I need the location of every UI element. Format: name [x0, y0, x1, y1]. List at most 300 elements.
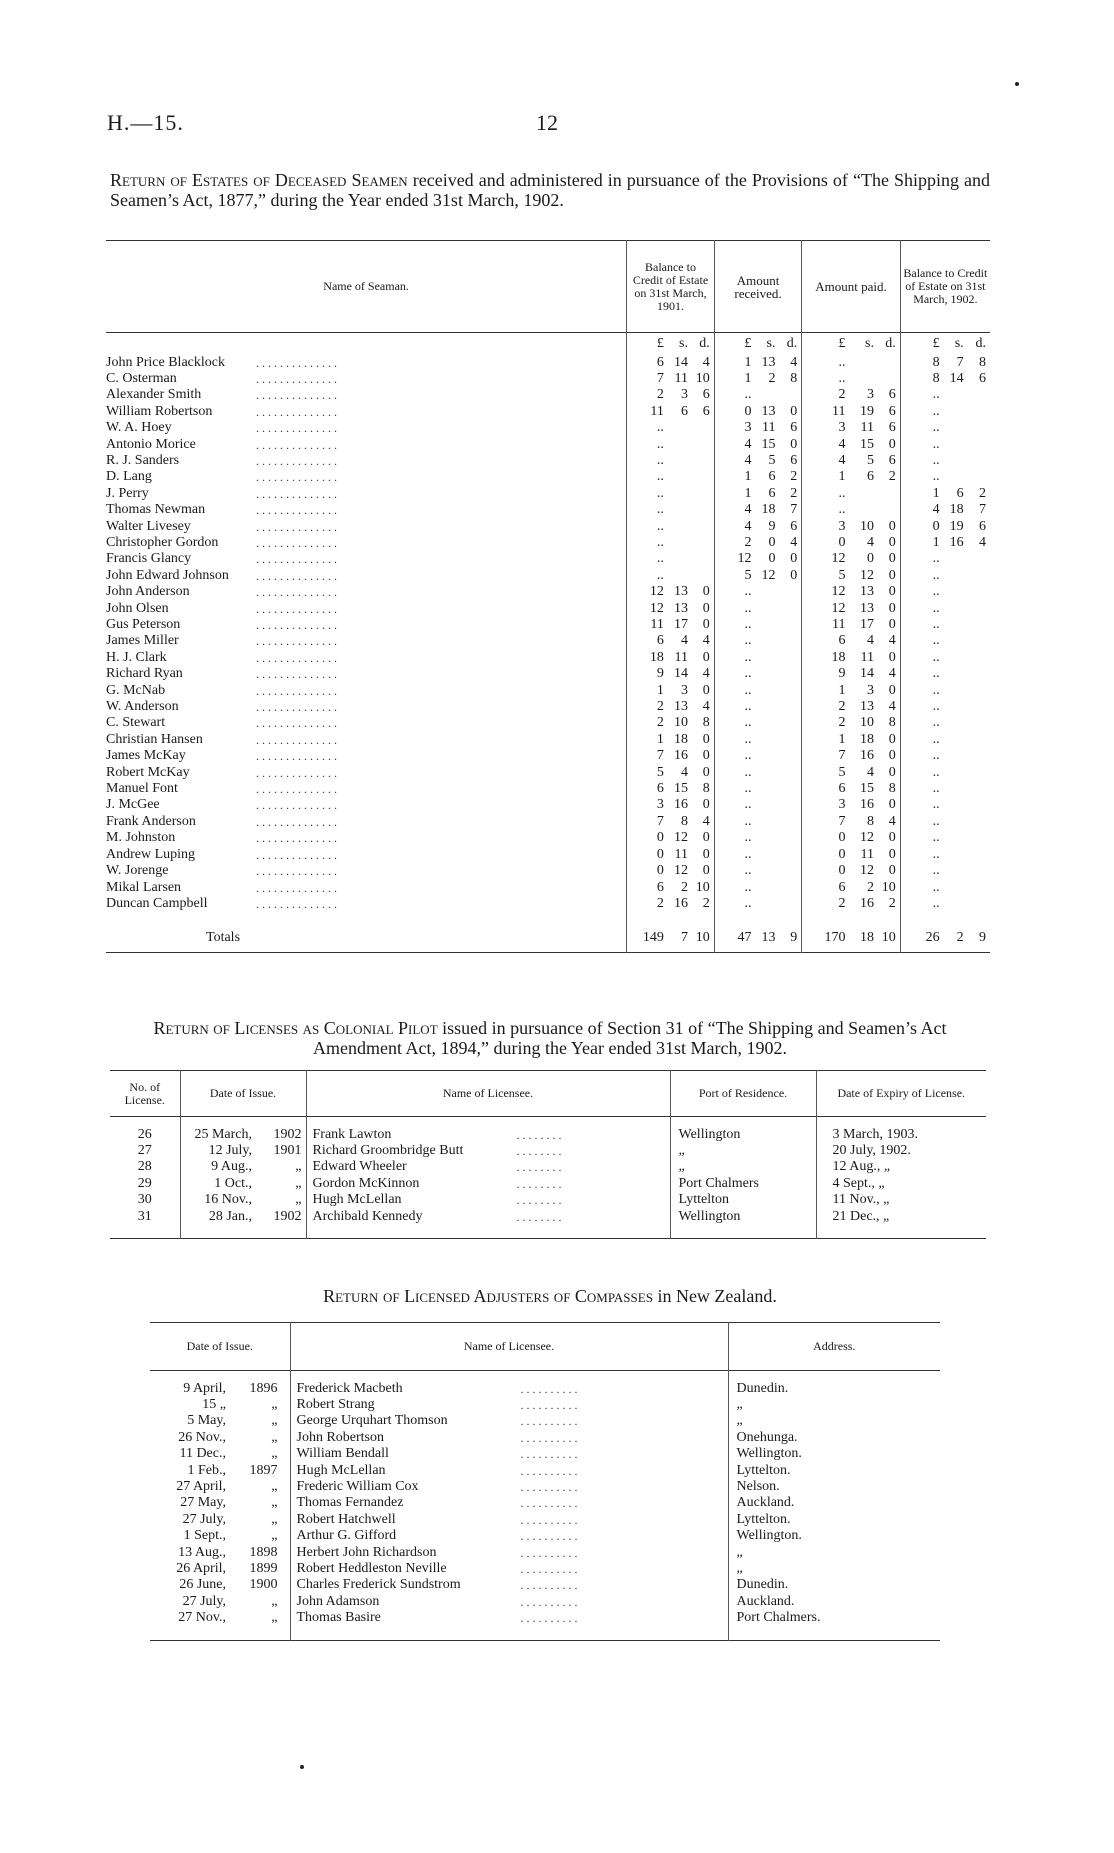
- amount-paid-shillings: 3: [866, 682, 874, 698]
- amount-rec-pence: 2: [790, 485, 798, 501]
- leader-dots: . . . . . . . . . . . . . .: [256, 453, 337, 468]
- amount-rec-pounds: ..: [714, 830, 751, 846]
- amount-b2-shillings: [940, 601, 964, 617]
- amount-b2-shillings: [940, 880, 964, 896]
- leader-dots: . . . . . . . . . . . . . .: [256, 798, 337, 813]
- amount-b1-pounds: 12: [627, 601, 664, 617]
- amount-b1-pounds: 1: [627, 683, 664, 699]
- amount-b2-pounds: ..: [900, 732, 939, 748]
- amount-b2-pounds: ..: [900, 601, 939, 617]
- issue-date: 12 July,: [180, 1143, 256, 1159]
- spacer-cell: [256, 1225, 306, 1239]
- amount-b2-pounds: ..: [900, 880, 939, 896]
- adjuster-row: [150, 1577, 940, 1593]
- seaman-name-cell: [106, 732, 627, 748]
- amount-b1-pence: 6: [702, 403, 710, 419]
- amount-b2-shillings: [940, 633, 964, 649]
- seaman-row: [106, 404, 990, 420]
- licensee-name-cell: [290, 1594, 728, 1610]
- col-address: Address.: [728, 1323, 940, 1371]
- seaman-name: J. McGee: [106, 797, 160, 813]
- amount-rec-pounds: 4: [714, 453, 751, 469]
- seaman-name-cell: [106, 715, 627, 731]
- amount-b1-shillings: [664, 568, 688, 584]
- licensee-name-cell: [290, 1610, 728, 1626]
- amount-b2-pounds: ..: [900, 863, 939, 879]
- amount-b2-shillings: [940, 847, 964, 863]
- seaman-name-cell: [106, 387, 627, 403]
- amount-b2-shillings: [940, 699, 964, 715]
- leader-dots: . . . . . . . . . .: [520, 1463, 578, 1478]
- amount-paid-pounds: 2: [802, 715, 846, 731]
- amount-rec-shillings: [751, 601, 775, 617]
- amount-b1-pence: 0: [702, 731, 710, 747]
- amount-b2-pence: [964, 781, 990, 797]
- license-no: 26: [137, 1126, 152, 1142]
- amount-b2-shillings: [940, 387, 964, 403]
- amount-rec-pence: [776, 633, 802, 649]
- licensee-name-cell: [290, 1430, 728, 1446]
- adjuster-row: [150, 1463, 940, 1479]
- port-of-residence: Port Chalmers: [670, 1176, 816, 1192]
- amount-b1-pounds: ..: [627, 568, 664, 584]
- seaman-name: W. A. Hoey: [106, 420, 172, 436]
- licensee-name: Charles Frederick Sundstrom: [296, 1577, 461, 1593]
- amount-b2-shillings: [940, 797, 964, 813]
- amount-b1-shillings: 11: [674, 649, 688, 665]
- amount-rec-pounds: ..: [714, 650, 751, 666]
- amount-rec-pence: [776, 387, 802, 403]
- address: Dunedin.: [728, 1381, 940, 1397]
- leader-dots: . . . . . . . . . .: [520, 1381, 578, 1396]
- amount-rec-pounds: 3: [714, 420, 751, 436]
- leader-dots: . . . . . . . . . . . . . .: [256, 683, 337, 698]
- amount-b2-pounds: ..: [900, 420, 939, 436]
- seaman-row: [106, 748, 990, 764]
- seaman-name: John Olsen: [106, 600, 169, 616]
- amount-rec-shillings: [751, 814, 775, 830]
- print-speck: [1015, 82, 1019, 86]
- total-rec: 13: [761, 929, 776, 945]
- amount-rec-shillings: [751, 699, 775, 715]
- spacer-cell: [670, 1117, 816, 1127]
- amount-b2-pounds: ..: [900, 666, 939, 682]
- licensee-name: Robert Hatchwell: [296, 1511, 396, 1527]
- seaman-name-cell: [106, 371, 627, 387]
- amount-paid-pence: 4: [888, 633, 896, 649]
- amount-paid-shillings: 16: [859, 797, 874, 813]
- licensee-name-cell: [290, 1577, 728, 1593]
- amount-b1-pence: 4: [702, 699, 710, 715]
- amount-b2-shillings: [940, 650, 964, 666]
- issue-date: 25 March,: [180, 1127, 256, 1143]
- seaman-name-cell: [106, 486, 627, 502]
- seaman-name-cell: [106, 797, 627, 813]
- amount-b1-pounds: 5: [627, 765, 664, 781]
- amount-rec-shillings: [751, 617, 775, 633]
- amount-paid-pence: 2: [888, 469, 896, 485]
- amount-paid-pounds: 1: [802, 732, 846, 748]
- total-b1: 7: [680, 929, 688, 945]
- seaman-name-cell: [106, 650, 627, 666]
- amount-paid-pence: 6: [888, 420, 896, 436]
- leader-dots: . . . . . . . . . . . . . .: [256, 486, 337, 501]
- print-speck: [300, 1765, 304, 1769]
- lsd-pence: d.: [699, 335, 710, 351]
- amount-b1-pence: [688, 453, 714, 469]
- amount-b2-pence: [964, 633, 990, 649]
- amount-paid-shillings: [846, 486, 874, 502]
- col-amount-paid: Amount paid.: [802, 241, 900, 333]
- licensee-name: Edward Wheeler: [312, 1159, 407, 1175]
- amount-rec-pounds: 1: [714, 355, 751, 371]
- address: Nelson.: [728, 1479, 940, 1495]
- amount-rec-pence: [776, 847, 802, 863]
- amount-b2-shillings: [940, 453, 964, 469]
- licensee-name-cell: [290, 1545, 728, 1561]
- amount-b1-shillings: 6: [680, 403, 688, 419]
- leader-dots: . . . . . . . . . . . . . .: [256, 404, 337, 419]
- address: Port Chalmers.: [728, 1610, 940, 1626]
- issue-date: 9 Aug.,: [180, 1159, 256, 1175]
- leader-dots: . . . . . . . . . .: [520, 1545, 578, 1560]
- spacer-row: [106, 912, 990, 924]
- seaman-row: [106, 732, 990, 748]
- amount-rec-pence: 6: [790, 452, 798, 468]
- totals-label: Totals: [206, 929, 241, 945]
- licensee-name: Frederic William Cox: [296, 1478, 419, 1494]
- amount-b2-shillings: 6: [956, 485, 964, 501]
- amount-paid-shillings: 4: [866, 633, 874, 649]
- amount-paid-pounds: 3: [802, 519, 846, 535]
- amount-rec-pounds: 1: [714, 486, 751, 502]
- spacer-cell: [230, 1371, 290, 1381]
- amount-b2-pence: [964, 880, 990, 896]
- amount-b1-pence: 0: [702, 830, 710, 846]
- lsd-pounds: £: [900, 333, 939, 355]
- address: Dunedin.: [728, 1577, 940, 1593]
- amount-rec-pounds: ..: [714, 683, 751, 699]
- leader-dots: . . . . . . . . . .: [520, 1430, 578, 1445]
- amount-rec-pounds: 1: [714, 371, 751, 387]
- leader-dots: . . . . . . . . . . . . . .: [256, 782, 337, 797]
- leader-dots: . . . . . . . . . . . . . .: [256, 831, 337, 846]
- seaman-row: [106, 797, 990, 813]
- licensee-name-cell: [306, 1143, 670, 1159]
- amount-b2-shillings: [940, 748, 964, 764]
- amount-rec-pounds: ..: [714, 699, 751, 715]
- amount-paid-pence: 8: [888, 781, 896, 797]
- amount-b2-shillings: [940, 437, 964, 453]
- leader-dots: . . . . . . . . . .: [520, 1578, 578, 1593]
- adjuster-row: [150, 1430, 940, 1446]
- leader-dots: . . . . . . . . . . . . . .: [256, 814, 337, 829]
- licensee-name-cell: [290, 1528, 728, 1544]
- amount-b2-shillings: [940, 584, 964, 600]
- amount-b2-pence: [964, 896, 990, 912]
- spacer-cell: [714, 912, 751, 924]
- amount-rec-pence: [776, 797, 802, 813]
- amount-paid-pence: 0: [888, 617, 896, 632]
- amount-rec-pounds: 4: [714, 502, 751, 518]
- leader-dots: . . . . . . . . . .: [520, 1414, 578, 1429]
- amount-rec-pounds: ..: [714, 601, 751, 617]
- amount-paid-pounds: 2: [802, 896, 846, 912]
- amount-b1-pounds: 0: [627, 830, 664, 846]
- amount-b1-pounds: 0: [627, 863, 664, 879]
- amount-b1-pence: [688, 535, 714, 551]
- seaman-row: [106, 437, 990, 453]
- amount-paid-pounds: 12: [802, 584, 846, 600]
- total-paid: 18: [859, 929, 874, 945]
- issue-date: 27 Nov.,: [178, 1610, 226, 1626]
- amount-b2-shillings: [940, 568, 964, 584]
- spacer-cell: [776, 912, 802, 924]
- amount-b1-pounds: 2: [627, 896, 664, 912]
- seaman-row: [106, 896, 990, 912]
- spacer-cell: [964, 912, 990, 924]
- seaman-row: [106, 535, 990, 551]
- adjuster-row: [150, 1545, 940, 1561]
- address: „: [728, 1397, 940, 1413]
- leader-dots: . . . . . . . .: [516, 1176, 562, 1191]
- issue-year: „: [295, 1192, 302, 1208]
- amount-paid-pounds: 9: [802, 666, 846, 682]
- amount-paid-pounds: 4: [802, 437, 846, 453]
- amount-rec-pence: [776, 830, 802, 846]
- amount-paid-pounds: 5: [802, 765, 846, 781]
- amount-b1-pence: [688, 519, 714, 535]
- issue-date: 27 April,: [176, 1478, 226, 1494]
- amount-rec-pounds: ..: [714, 896, 751, 912]
- licensee-name: Gordon McKinnon: [312, 1175, 420, 1191]
- total-b2: 26: [900, 924, 939, 952]
- amount-b1-shillings: 16: [673, 797, 688, 813]
- amount-rec-pence: [776, 617, 802, 633]
- amount-rec-shillings: [751, 666, 775, 682]
- amount-b2-pounds: 8: [900, 371, 939, 387]
- issue-year: „: [271, 1478, 278, 1494]
- spacer-row: [110, 1117, 986, 1127]
- amount-paid-shillings: 14: [859, 666, 874, 682]
- seaman-name: W. Anderson: [106, 699, 179, 715]
- amount-rec-shillings: [751, 715, 775, 731]
- seaman-row: [106, 420, 990, 436]
- col-port-of-residence: Port of Residence.: [670, 1071, 816, 1117]
- adjuster-row: [150, 1610, 940, 1626]
- spacer-cell: [290, 1627, 728, 1641]
- amount-b1-pounds: 6: [627, 781, 664, 797]
- port-of-residence: Lyttelton: [670, 1192, 816, 1208]
- amount-rec-shillings: 6: [768, 485, 776, 501]
- amount-b1-shillings: [664, 519, 688, 535]
- leader-dots: . . . . . . . . . . . . . .: [256, 864, 337, 879]
- amount-b2-pence: [964, 568, 990, 584]
- seaman-row: [106, 666, 990, 682]
- spacer-cell: [816, 1117, 986, 1127]
- adjuster-row: [150, 1512, 940, 1528]
- lsd-pence: d.: [786, 335, 798, 351]
- leader-dots: . . . . . . . . . . . . . .: [256, 847, 337, 862]
- leader-dots: . . . . . . . . . . . . . .: [256, 437, 337, 452]
- seaman-name-cell: [106, 863, 627, 879]
- amount-b2-shillings: 7: [956, 354, 964, 370]
- total-b2: 9: [979, 929, 986, 945]
- pilot-row: [110, 1176, 986, 1192]
- amount-rec-pounds: 4: [714, 519, 751, 535]
- amount-paid-pence: [874, 502, 900, 518]
- pilot-row: [110, 1127, 986, 1143]
- seaman-name: R. J. Sanders: [106, 452, 180, 468]
- licensee-name: Hugh McLellan: [296, 1462, 386, 1478]
- seaman-name: Richard Ryan: [106, 666, 183, 682]
- amount-b2-pence: [964, 683, 990, 699]
- amount-paid-pence: 0: [888, 830, 896, 846]
- licensee-name-cell: [306, 1209, 670, 1225]
- amount-paid-pounds: ..: [802, 371, 846, 387]
- licensee-name: John Adamson: [296, 1593, 380, 1609]
- page-number: 12: [536, 110, 558, 135]
- amount-b1-pounds: 2: [627, 387, 664, 403]
- leader-dots: . . . . . . . . . . . . . .: [256, 634, 337, 649]
- amount-b1-pence: [688, 568, 714, 584]
- amount-paid-shillings: 0: [866, 551, 874, 567]
- leader-dots: . . . . . . . . . . . . . .: [256, 601, 337, 616]
- amount-b1-shillings: 16: [673, 748, 688, 764]
- amount-paid-pence: 4: [888, 666, 896, 682]
- amount-b1-pounds: 6: [627, 355, 664, 371]
- amount-rec-shillings: 15: [761, 436, 776, 452]
- seaman-name: Christopher Gordon: [106, 534, 219, 550]
- amount-rec-pounds: 2: [714, 535, 751, 551]
- amount-rec-shillings: 5: [768, 452, 776, 468]
- amount-paid-pence: 0: [888, 764, 896, 780]
- amount-paid-pounds: 3: [802, 420, 846, 436]
- amount-b1-shillings: 14: [673, 666, 688, 682]
- amount-b2-shillings: [940, 830, 964, 846]
- licensee-name: Robert Strang: [296, 1396, 375, 1412]
- lsd-shillings: s.: [766, 335, 776, 351]
- spacer-row: [150, 1371, 940, 1381]
- seaman-name: Christian Hansen: [106, 731, 203, 747]
- seaman-name: James Miller: [106, 633, 179, 649]
- address: „: [728, 1413, 940, 1429]
- amount-rec-pence: 0: [790, 567, 798, 583]
- issue-year: 1897: [249, 1462, 278, 1478]
- seamen-title-rest: received and administered in pursuance of the Provisions of “The Shipping and Seamen’s Act, 1877,” during the Year ended 31st March, 1902.: [110, 170, 991, 210]
- licensee-name: Archibald Kennedy: [312, 1208, 423, 1224]
- seaman-name-cell: [106, 584, 627, 600]
- amount-rec-shillings: [751, 584, 775, 600]
- leader-dots: . . . . . . . . . .: [520, 1611, 578, 1626]
- amount-paid-pounds: 7: [802, 748, 846, 764]
- seaman-row: [106, 814, 990, 830]
- spacer-cell: [230, 1627, 290, 1641]
- amount-rec-pounds: ..: [714, 847, 751, 863]
- amount-b2-pounds: ..: [900, 387, 939, 403]
- pilots-title-smallcaps: Return of Licenses as Colonial Pilot: [153, 1018, 438, 1038]
- col-license-no: No. of License.: [124, 1079, 165, 1107]
- amount-b2-pence: [964, 847, 990, 863]
- seaman-name-cell: [106, 453, 627, 469]
- amount-b1-pounds: 3: [627, 797, 664, 813]
- amount-paid-pounds: 2: [802, 699, 846, 715]
- amount-b2-shillings: [940, 781, 964, 797]
- issue-year: „: [295, 1159, 302, 1175]
- leader-dots: . . . . . . . . . . . . . .: [256, 470, 337, 485]
- seaman-name: G. McNab: [106, 682, 166, 698]
- seaman-name: Thomas Newman: [106, 502, 206, 518]
- spacer-cell: [290, 1371, 728, 1381]
- amount-b2-pence: [964, 797, 990, 813]
- amount-b2-pounds: 4: [900, 502, 939, 518]
- amount-b1-pounds: 7: [627, 371, 664, 387]
- amount-b1-pence: 0: [702, 846, 710, 862]
- amount-rec-pounds: ..: [714, 666, 751, 682]
- amount-b2-pounds: 0: [900, 519, 939, 535]
- issue-date: 27 May,: [180, 1495, 226, 1511]
- seaman-row: [106, 863, 990, 879]
- seaman-name-cell: [106, 568, 627, 584]
- amount-b2-shillings: 16: [949, 534, 964, 550]
- amount-rec-pence: [776, 863, 802, 879]
- spacer-cell: [110, 1225, 180, 1239]
- amount-b1-pounds: 12: [627, 584, 664, 600]
- amount-b1-shillings: 11: [674, 370, 688, 386]
- document-reference: H.—15.: [107, 110, 184, 135]
- leader-dots: . . . . . . . . . . . . . .: [256, 552, 337, 567]
- amount-b2-pence: [964, 584, 990, 600]
- col-name-of-licensee: Name of Licensee.: [306, 1071, 670, 1117]
- amount-b1-shillings: 3: [680, 387, 688, 403]
- licensee-name-cell: [306, 1127, 670, 1143]
- amount-rec-shillings: [751, 650, 775, 666]
- amount-paid-pence: 6: [888, 452, 896, 468]
- leader-dots: . . . . . . . .: [516, 1127, 562, 1142]
- amount-b2-pounds: ..: [900, 896, 939, 912]
- leader-dots: . . . . . . . . . . . . . .: [256, 371, 337, 386]
- leader-dots: . . . . . . . . . .: [520, 1529, 578, 1544]
- amount-rec-shillings: [751, 863, 775, 879]
- amount-rec-pounds: 1: [714, 469, 751, 485]
- licensee-name-cell: [290, 1495, 728, 1511]
- amount-b2-pounds: ..: [900, 715, 939, 731]
- amount-b2-shillings: [940, 814, 964, 830]
- adjuster-row: [150, 1397, 940, 1413]
- amount-paid-pounds: 0: [802, 847, 846, 863]
- seaman-name-cell: [106, 666, 627, 682]
- amount-paid-pounds: ..: [802, 486, 846, 502]
- spacer-cell: [728, 1627, 940, 1641]
- col-name-of-seaman: Name of Seaman.: [323, 279, 409, 293]
- amount-paid-pounds: 7: [802, 814, 846, 830]
- amount-b2-pounds: 1: [900, 486, 939, 502]
- amount-rec-shillings: [751, 847, 775, 863]
- port-of-residence: Wellington: [670, 1209, 816, 1225]
- amount-b1-pounds: 9: [627, 666, 664, 682]
- amount-paid-pounds: 12: [802, 601, 846, 617]
- amount-b2-pounds: ..: [900, 617, 939, 633]
- licensee-name: Herbert John Richardson: [296, 1544, 437, 1560]
- seaman-name: Mikal Larsen: [106, 879, 182, 895]
- amount-b2-pounds: ..: [900, 584, 939, 600]
- spacer-cell: [846, 912, 874, 924]
- licensee-name-cell: [306, 1159, 670, 1175]
- spacer-cell: [306, 1117, 670, 1127]
- spacer-cell: [670, 1225, 816, 1239]
- spacer-cell: [900, 912, 939, 924]
- issue-year: „: [271, 1593, 278, 1609]
